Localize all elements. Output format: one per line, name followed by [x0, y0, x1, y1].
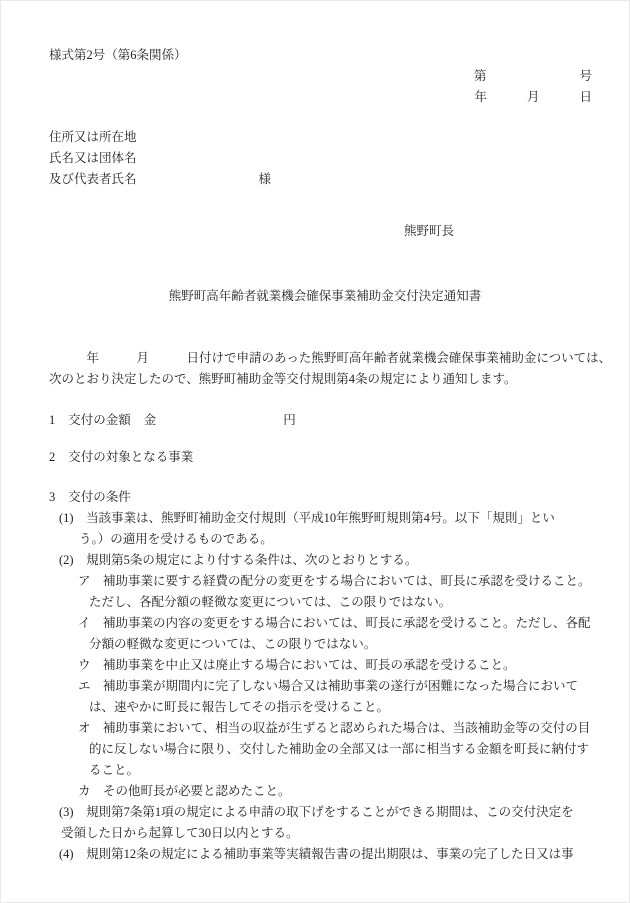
- condition-line: ただし、各配分額の軽微な変更については、この限りではない。: [89, 595, 452, 609]
- item-grant-amount: [49, 410, 601, 431]
- condition-line: (3) 規則第7条第1項の規定による申請の取下げをすることができる期間は、この交付決定を: [59, 805, 574, 819]
- condition-line: ウ 補助事業を中止又は廃止する場合においては、町長の承認を受けること。: [78, 658, 516, 672]
- recipient-representative-label: 及び代表者氏名: [49, 172, 137, 186]
- condition-line: オ 補助事業において、相当の収益が生ずると認められた場合は、当該補助金等の交付の目: [78, 721, 591, 735]
- item-number: 2: [49, 450, 56, 464]
- item-number: 3: [49, 490, 56, 504]
- condition-line: 分額の軽微な変更については、この限りではない。: [89, 637, 377, 651]
- amount-suffix: 円: [283, 413, 296, 427]
- recipient-representative-line: [49, 169, 601, 190]
- recipient-name-label: 氏名又は団体名: [49, 151, 137, 165]
- condition-line: 受領した日から起算して30日以内とする。: [61, 826, 299, 840]
- document-title: 熊野町高年齢者就業機会確保事業補助金交付決定通知書: [168, 289, 482, 303]
- paragraph-line: 次のとおり決定したので、熊野町補助金等交付規則第4条の規定により通知します。: [49, 372, 517, 386]
- condition-line: は、速やかに町長に報告してその指示を受けること。: [89, 700, 390, 714]
- doc-number-block: [49, 66, 592, 108]
- item-label: 交付の条件: [68, 490, 131, 504]
- condition-line: 的に反しない場合に限り、交付した補助金の全部又は一部に相当する金額を町長に納付す: [89, 742, 590, 756]
- item-label: 交付の金額: [68, 413, 131, 427]
- doc-number-prefix: 第: [473, 69, 487, 83]
- condition-line: イ 補助事業の内容の変更をする場合においては、町長に承認を受けること。ただし、各配: [78, 616, 591, 630]
- condition-line: (1) 当該事業は、熊野町補助金交付規則（平成10年熊野町規則第4号。以下「規則」とい: [59, 511, 555, 525]
- amount-prefix: 金: [143, 413, 157, 427]
- condition-line: エ 補助事業が期間内に完了しない場合又は補助事業の遂行が困難になった場合において: [78, 679, 579, 693]
- item-grant-conditions: [49, 487, 601, 508]
- recipient-block: [49, 127, 601, 190]
- date-line: [49, 87, 592, 108]
- condition-line: う。）の適用を受けるものである。: [79, 532, 273, 546]
- date-day-label: 日: [579, 90, 592, 104]
- doc-number-suffix: 号: [579, 69, 592, 83]
- item-label: 交付の対象となる事業: [68, 450, 194, 464]
- date-year-label: 年: [474, 90, 487, 104]
- honorific-sama: 様: [258, 172, 272, 186]
- body-paragraph: [49, 348, 612, 390]
- condition-line: (4) 規則第12条の規定による補助事業等実績報告書の提出期限は、事業の完了した日又は事: [59, 847, 574, 861]
- paragraph-line: 年 月 日付けで申請のあった熊野町高年齢者就業機会確保事業補助金については、: [49, 351, 612, 365]
- date-month-label: 月: [526, 90, 540, 104]
- condition-line: (2) 規則第5条の規定により付する条件は、次のとおりとする。: [59, 553, 418, 567]
- sender-title: 熊野町長: [404, 224, 455, 238]
- form-number: 様式第2号（第6条関係）: [49, 48, 187, 62]
- item-target-business: [49, 447, 601, 468]
- condition-line: ア 補助事業に要する経費の配分の変更をする場合においては、町長に承認を受けること。: [78, 574, 591, 588]
- condition-line: カ その他町長が必要と認めたこと。: [78, 784, 291, 798]
- condition-line: ること。: [89, 763, 140, 777]
- conditions-list: [49, 508, 601, 865]
- item-number: 1: [49, 413, 56, 427]
- recipient-address-label: 住所又は所在地: [49, 130, 137, 144]
- doc-number-line: [49, 66, 592, 87]
